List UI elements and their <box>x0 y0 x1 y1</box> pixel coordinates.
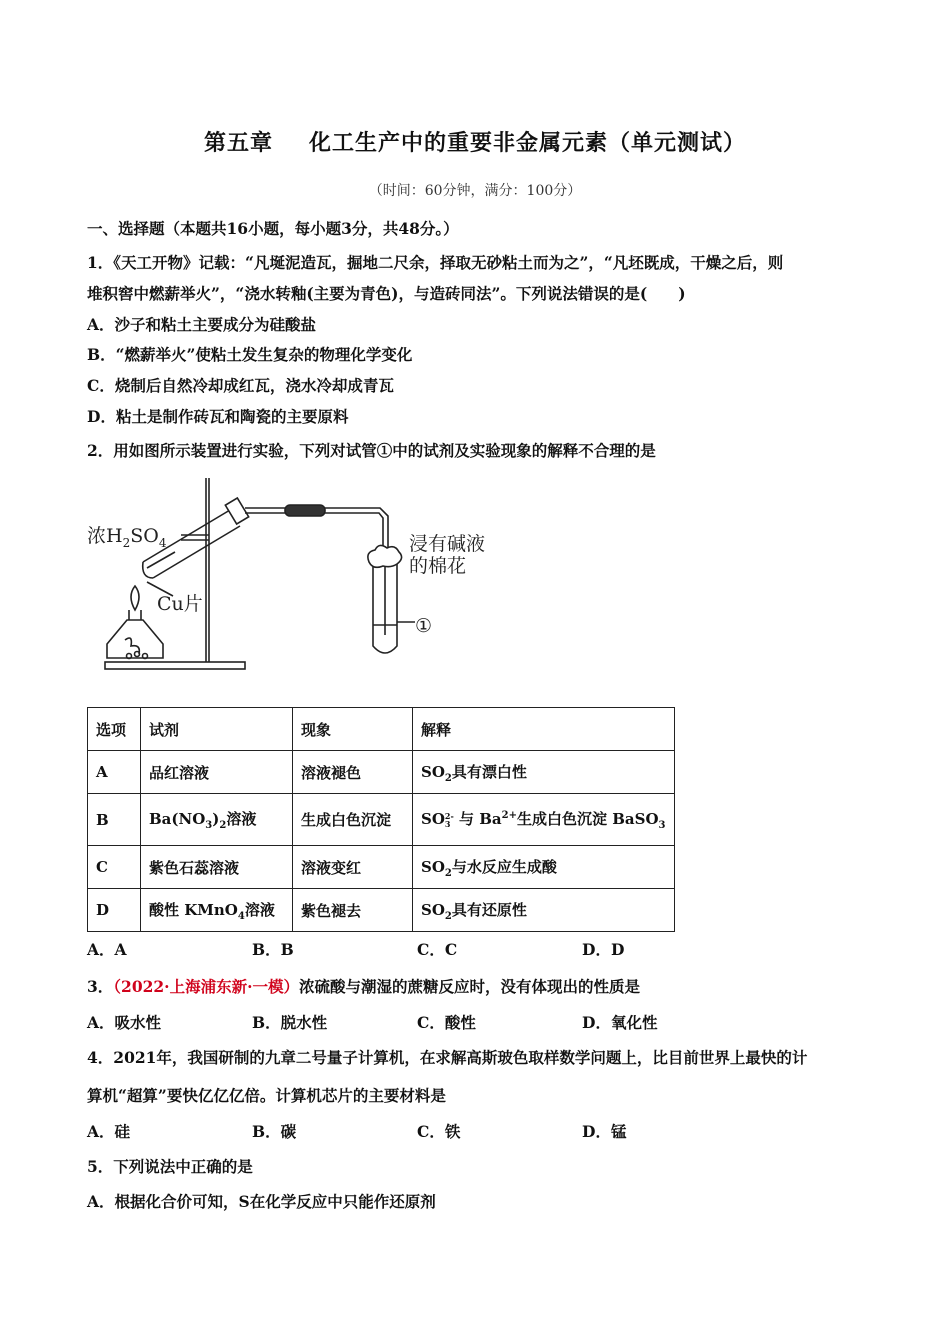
table-row <box>88 889 675 932</box>
row-phenomenon: 溶液变红 <box>293 846 413 889</box>
header-explanation: 解释 <box>413 708 675 751</box>
q1-stem-line2: 堆积窖中燃薪举火”，“浇水转釉(主要为青色)，与造砖同法”。下列说法错误的是( ) <box>87 284 686 303</box>
row-option: C <box>88 846 141 889</box>
apparatus-diagram <box>85 470 515 680</box>
tube-label: ① <box>415 615 433 637</box>
q4-choice-c: C．铁 <box>417 1122 461 1141</box>
row-option: A <box>88 751 141 794</box>
row-phenomenon: 生成白色沉淀 <box>293 794 413 846</box>
section-heading: 一、选择题（本题共16小题，每小题3分，共48分。） <box>87 219 459 238</box>
q3-choice-d: D．氧化性 <box>582 1013 658 1032</box>
stopper <box>225 498 248 524</box>
q4-choice-a: A．硅 <box>87 1122 131 1141</box>
q3-choice-b: B．脱水性 <box>252 1013 328 1032</box>
header-reagent: 试剂 <box>141 708 293 751</box>
q1-option-c: C．烧制后自然冷却成红瓦，浇水冷却成青瓦 <box>87 376 394 395</box>
q3-choice-c: C．酸性 <box>417 1013 476 1032</box>
q1-option-a: A．沙子和粘土主要成分为硅酸盐 <box>87 315 317 334</box>
q3-choice-a: A．吸水性 <box>87 1013 162 1032</box>
q5-option-a: A．根据化合价可知，S在化学反应中只能作还原剂 <box>87 1192 436 1211</box>
rubber-joint <box>285 505 325 516</box>
chapter-name: 化工生产中的重要非金属元素（单元测试） <box>309 131 747 156</box>
exam-info: （时间：60分钟，满分：100分） <box>368 183 582 199</box>
q2-choice-d: D．D <box>582 940 625 959</box>
table-row <box>88 846 675 889</box>
row-reagent: $Ba(NO_3)_2$溶液 <box>141 794 293 846</box>
cotton-plug <box>368 545 402 567</box>
q4-stem-line1: 4．2021年，我国研制的九章二号量子计算机，在求解高斯玻色取样数学问题上，比目前世界上最快的计 <box>87 1048 808 1067</box>
q3-stem: 3．（2022·上海浦东新·一模）浓硫酸与潮湿的蔗糖反应时，没有体现出的性质是 <box>87 977 640 996</box>
cu-label: Cu片 <box>157 593 203 615</box>
q2-stem: 2．用如图所示装置进行实验，下列对试管①中的试剂及实验现象的解释不合理的是 <box>87 441 656 460</box>
row-reagent: 紫色石蕊溶液 <box>141 846 293 889</box>
row-option: B <box>88 794 141 846</box>
row-explanation: $SO_2$具有漂白性 <box>413 751 675 794</box>
header-option: 选项 <box>88 708 141 751</box>
q4-stem-line2: 算机“超算”要快亿亿亿倍。计算机芯片的主要材料是 <box>87 1086 446 1105</box>
row-reagent: 酸性 KMnO$_4$溶液 <box>141 889 293 932</box>
page-title <box>0 126 950 157</box>
row-option: D <box>88 889 141 932</box>
q3-source: （2022·上海浦东新·一模） <box>113 977 299 996</box>
row-explanation: $SO_2$与水反应生成酸 <box>413 846 675 889</box>
chapter-number: 第五章 <box>203 131 273 156</box>
row-reagent: 品红溶液 <box>141 751 293 794</box>
q1-stem-line1: 1．《天工开物》记载：“凡埏泥造瓦，掘地二尺余，择取无砂粘土而为之”，“凡坯既成，干燥之后，则 <box>87 253 784 272</box>
q2-table <box>87 707 675 932</box>
row-explanation: SO 2- 3 与 $Ba^{2+}$生成白色沉淀 BaSO$_3$ <box>413 794 675 846</box>
table-row <box>88 794 675 846</box>
flame <box>131 586 139 610</box>
stand-base <box>105 662 245 669</box>
header-phenomenon: 现象 <box>293 708 413 751</box>
table-header-row <box>88 708 675 751</box>
q1-option-d: D．粘土是制作砖瓦和陶瓷的主要原料 <box>87 407 349 426</box>
cotton-label-line2: 的棉花 <box>409 555 467 577</box>
cotton-label-line1: 浸有碱液 <box>409 533 486 555</box>
q2-choice-b: B．B <box>252 940 294 959</box>
table-row <box>88 751 675 794</box>
q2-choice-c: C．C <box>417 940 458 959</box>
row-phenomenon: 紫色褪去 <box>293 889 413 932</box>
q1-option-b: B．“燃薪举火”使粘土发生复杂的物理化学变化 <box>87 345 413 364</box>
row-explanation: $SO_2$具有还原性 <box>413 889 675 932</box>
row-phenomenon: 溶液褪色 <box>293 751 413 794</box>
q4-choice-b: B．碳 <box>252 1122 297 1141</box>
q2-choice-a: A．A <box>87 940 127 959</box>
q4-choice-d: D．锰 <box>582 1122 627 1141</box>
acid-label: 浓$H_2SO_4$ <box>87 525 167 550</box>
q5-stem: 5．下列说法中正确的是 <box>87 1157 253 1176</box>
